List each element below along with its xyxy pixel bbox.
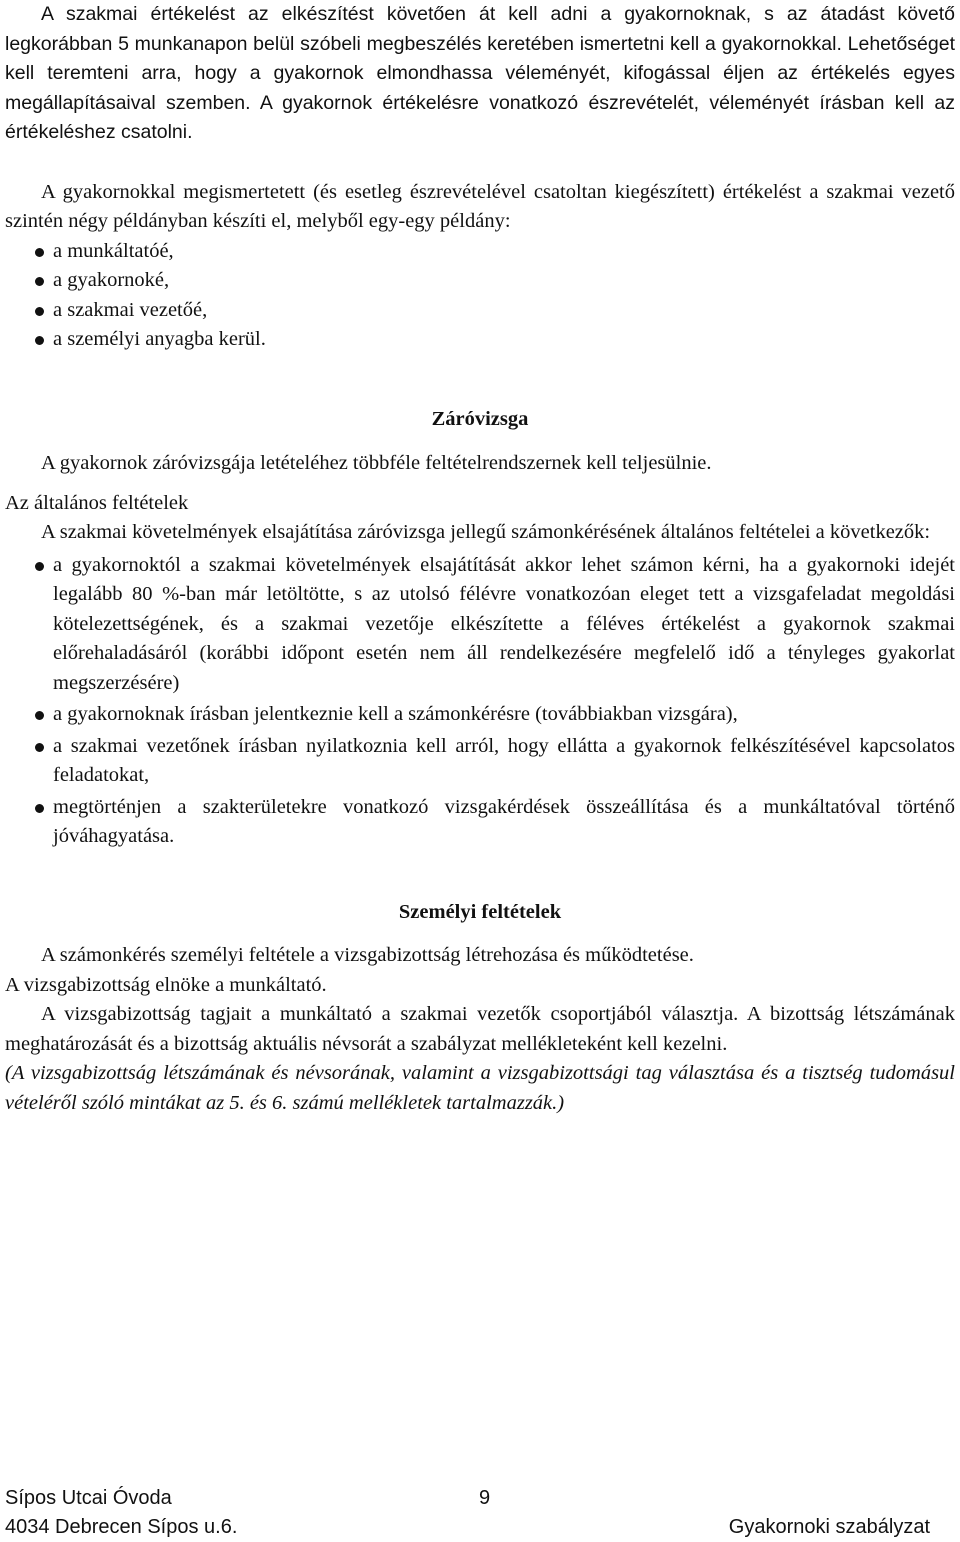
footer-document-title: Gyakornoki szabályzat (728, 1516, 930, 1538)
bullet-icon (35, 307, 44, 316)
list-item: megtörténjen a szakterületekre vonatkozó vizsgakérdések összeállítása és a munkáltatóval történő jóváhagyatása. (5, 793, 955, 852)
footer-page-number: 9 (479, 1487, 491, 1509)
list-item: a szakmai vezetőé, (5, 296, 955, 326)
intro-paragraph-1: A szakmai értékelést az elkészítést követően át kell adni a gyakornoknak, s az átadást követő legkorábban 5 munkanapon belül szóbeli megbeszélés keretében ismertetni kell a gyakornokkal. Lehetőséget kell teremteni arra, hogy a gyakornok elmondhassa véleményét, kifogással éljen az értékelés egyes megállapításaival szemben. A gyakornok értékelésre vonatkozó észrevételét, véleményét írásban kell az értékeléshez csatolni. (5, 3, 955, 143)
general-conditions-intro: A szakmai követelmények elsajátítása záróvizsga jellegű számonkérésének általános feltételei a következők: (41, 521, 931, 543)
list-item: a gyakornoké, (5, 266, 955, 296)
bullet-icon (35, 562, 44, 571)
footer-institution: Sípos Utcai Óvoda (5, 1487, 172, 1509)
bullet-icon (35, 248, 44, 257)
page-footer (5, 1484, 930, 1542)
bullet-icon (35, 804, 44, 813)
section-heading-szemelyi: Személyi feltételek (398, 900, 562, 923)
intro-paragraph-2: A gyakornokkal megismertetett (és esetleg észrevételével csatoltan kiegészített) értékelést a szakmai vezető szintén négy példányban készíti el, melyből egy-egy példány: (5, 180, 955, 232)
document-page (5, 0, 955, 1118)
copies-list (5, 237, 955, 355)
list-item: a szakmai vezetőnek írásban nyilatkoznia kell arról, hogy ellátta a gyakornok felkészítésével kapcsolatos feladatokat, (5, 732, 955, 791)
bullet-icon (35, 336, 44, 345)
general-conditions-title: Az általános feltételek (5, 491, 189, 514)
bullet-icon (35, 277, 44, 286)
zarovizsga-intro: A gyakornok záróvizsgája letételéhez többféle feltételrendszernek kell teljesülnie. (41, 452, 712, 474)
section-heading-zarovizsga: Záróvizsga (431, 407, 529, 430)
bullet-icon (35, 743, 44, 752)
bullet-icon (35, 711, 44, 720)
list-item: a munkáltatóé, (5, 237, 955, 267)
szemelyi-paragraph-2: A vizsgabizottság elnöke a munkáltató. (5, 973, 327, 996)
szemelyi-paragraph-1: A számonkérés személyi feltétele a vizsgabizottság létrehozása és működtetése. (41, 944, 694, 966)
list-item: a személyi anyagba kerül. (5, 325, 955, 355)
conditions-list (5, 551, 955, 852)
list-item: a gyakornoknak írásban jelentkeznie kell a számonkérésre (továbbiakban vizsgára), (5, 700, 955, 730)
szemelyi-paragraph-3: A vizsgabizottság tagjait a munkáltató a szakmai vezetők csoportjából választja. A bizottság létszámának meghatározását és a bizottság aktuális névsorát a szabályzat mellékleteként kell kezelni. (5, 1003, 955, 1055)
szemelyi-note: (A vizsgabizottság létszámának és névsorának, valamint a vizsgabizottsági tag választása és a tisztség tudomásul vételéről szóló mintákat az 5. és 6. számú mellékletek tartalmazzák.) (5, 1062, 955, 1114)
footer-address: 4034 Debrecen Sípos u.6. (5, 1516, 238, 1538)
list-item: a gyakornoktól a szakmai követelmények elsajátítását akkor lehet számon kérni, ha a gyakornoki idejét legalább 80 %-ban már letöltötte, s az utolsó félévre vonatkozóan eleget tett a vizsgafeladat megoldási kötelezettségének, és a szakmai vezetője elkészítette a féléves értékelést a gyakornok szakmai előrehaladásáról (korábbi időpont esetén nem áll rendelkezésére megfelelő idő a tényleges gyakorlat megszerzésére) (5, 551, 955, 699)
